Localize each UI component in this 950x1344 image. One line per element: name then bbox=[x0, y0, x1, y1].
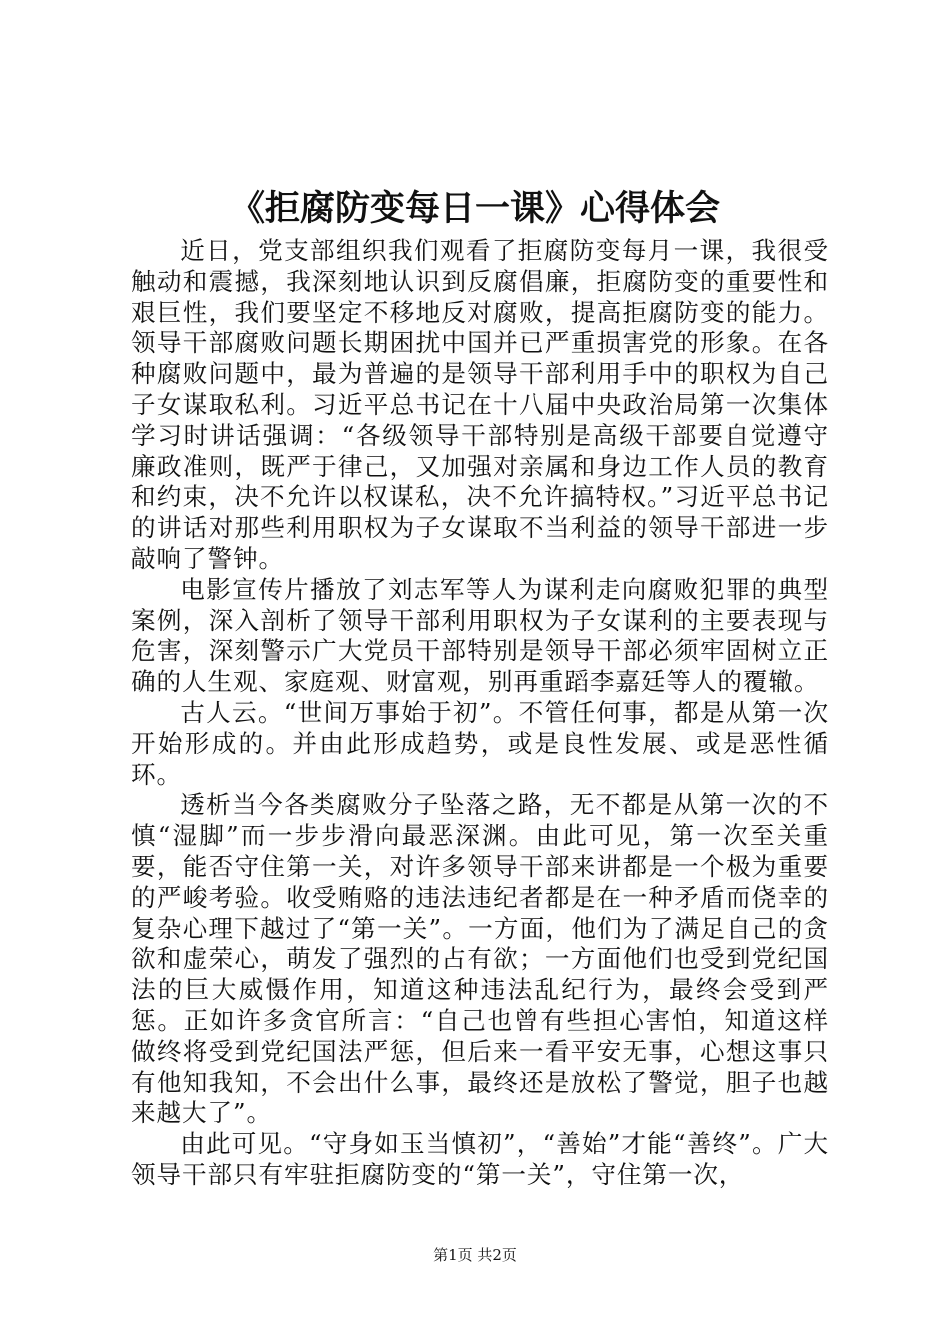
paragraph-2: 电影宣传片播放了刘志军等人为谋利走向腐败犯罪的典型案例，深入剖析了领导干部利用职权为子女谋利的主要表现与危害，深刻警示广大党员干部特别是领导干部必须牢固树立正确的人生观、家庭观、财富观，别再重蹈李嘉廷等人的覆辙。 bbox=[131, 574, 829, 697]
document-body bbox=[131, 236, 829, 1191]
paragraph-3: 古人云。“世间万事始于初”。不管任何事，都是从第一次开始形成的。并由此形成趋势，或是良性发展、或是恶性循环。 bbox=[131, 697, 829, 789]
paragraph-4: 透析当今各类腐败分子坠落之路，无不都是从第一次的不慎“湿脚”而一步步滑向最恶深渊。由此可见，第一次至关重要，能否守住第一关，对许多领导干部来讲都是一个极为重要的严峻考验。收受贿赂的违法违纪者都是在一种矛盾而侥幸的复杂心理下越过了“第一关”。一方面，他们为了满足自己的贪欲和虚荣心，萌发了强烈的占有欲；一方面他们也受到党纪国法的巨大威慑作用，知道这种违法乱纪行为，最终会受到严惩。正如许多贪官所言：“自己也曾有些担心害怕，知道这样做终将受到党纪国法严惩，但后来一看平安无事，心想这事只有他知我知，不会出什么事，最终还是放松了警觉，胆子也越来越大了”。 bbox=[131, 790, 829, 1128]
paragraph-1: 近日，党支部组织我们观看了拒腐防变每月一课，我很受触动和震撼，我深刻地认识到反腐倡廉，拒腐防变的重要性和艰巨性，我们要坚定不移地反对腐败，提高拒腐防变的能力。领导干部腐败问题长期困扰中国并已严重损害党的形象。在各种腐败问题中，最为普遍的是领导干部利用手中的职权为自己子女谋取私利。习近平总书记在十八届中央政治局第一次集体学习时讲话强调：“各级领导干部特别是高级干部要自觉遵守廉政准则，既严于律己，又加强对亲属和身边工作人员的教育和约束，决不允许以权谋私，决不允许搞特权。”习近平总书记的讲话对那些利用职权为子女谋取不当利益的领导干部进一步敲响了警钟。 bbox=[131, 236, 829, 573]
paragraph-5: 由此可见。“守身如玉当慎初”，“善始”才能“善终”。广大领导干部只有牢驻拒腐防变的“第一关”，守住第一次， bbox=[131, 1129, 829, 1189]
document-title: 《拒腐防变每日一课》心得体会 bbox=[229, 188, 720, 229]
page-number-footer: 第1页 共2页 bbox=[433, 1246, 517, 1264]
